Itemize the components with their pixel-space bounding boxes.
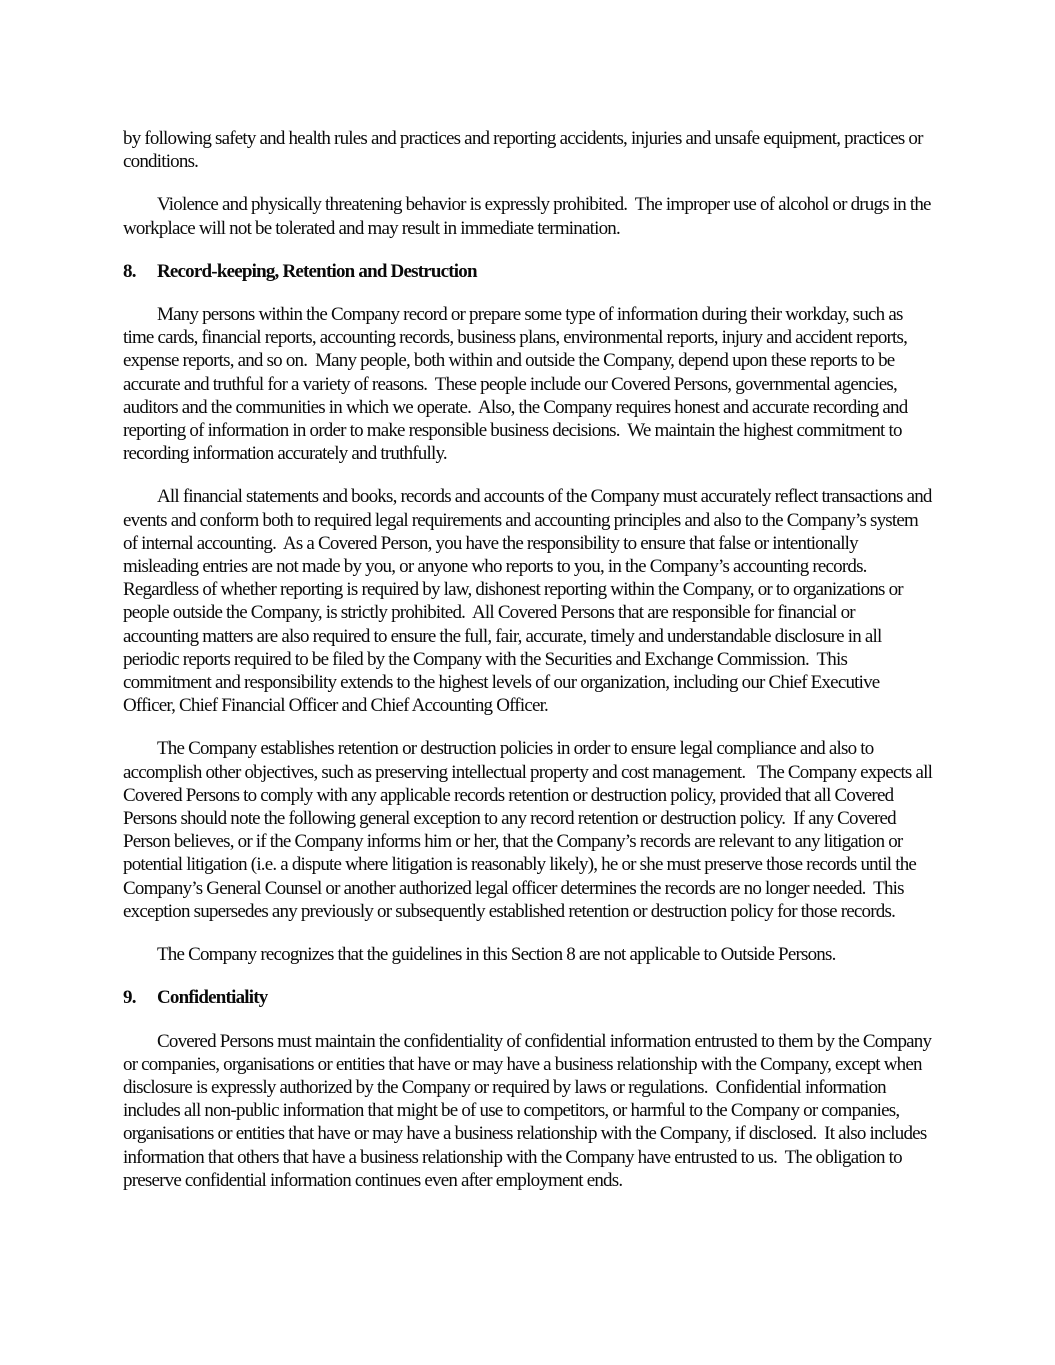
paragraph-financial-statements: All financial statements and books, records and accounts of the Company must accurately reflect transactions and events and conform both to required legal requirements and accounting principles and also to the Company’s system of internal accounting. As a Covered Person, you have the responsibility to ensure that false or intentionally misleading entries are not made by you, or anyone who reports to you, in the Company’s accounting records. Regardless of whether reporting is required by law, dishonest reporting within the Company, or to organizations or people outside the Company, is strictly prohibited. All Covered Persons that are responsible for financial or accounting matters are also required to ensure the full, fair, accurate, timely and understandable disclosure in all periodic reports required to be filed by the Company with the Securities and Exchange Commission. This commitment and responsibility extends to the highest levels of our organization, including our Chief Executive Officer, Chief Financial Officer and Chief Accounting Officer. [123,486,936,717]
paragraph-safety-continuation: by following safety and health rules and practices and reporting accidents, injuries and unsafe equipment, practices or conditions. [123,128,927,173]
section-9-heading [123,986,934,1009]
section-8-heading [123,260,934,283]
paragraph-section8-outside-persons-note: The Company recognizes that the guidelines in this Section 8 are not applicable to Outside Persons. [157,944,836,966]
paragraph-violence-policy: Violence and physically threatening behavior is expressly prohibited. The improper use of alcohol or drugs in the workplace will not be tolerated and may result in immediate termination. [123,194,935,239]
section-9-number: 9. [123,987,136,1009]
section-8-title: Record-keeping, Retention and Destruction [157,260,477,282]
document-page [123,127,937,1212]
section-9-title: Confidentiality [157,987,268,1009]
section-8-number: 8. [123,260,136,282]
paragraph-recordkeeping-intro: Many persons within the Company record or prepare some type of information during their workday, such as time cards, financial reports, accounting records, business plans, environmental reports, injury and accident reports, expense reports, and so on. Many people, both within and outside the Company, depend upon these reports to be accurate and truthful for a variety of reasons. These people include our Covered Persons, governmental agencies, auditors and the communities in which we operate. Also, the Company requires honest and accurate recording and reporting of information in order to make responsible business decisions. We maintain the highest commitment to recording information accurately and truthfully. [123,304,912,465]
paragraph-confidentiality: Covered Persons must maintain the confidentiality of confidential information entrusted to them by the Company or companies, organisations or entities that have or may have a business relationship with the Company, except when disclosure is expressly authorized by the Company or required by laws or regulations. Confidential information includes all non-public information that might be of use to competitors, or harmful to the Company or companies, organisations or entities that have or may have a business relationship with the Company, if disclosed. It also includes information that others that have a business relationship with the Company have entrusted to us. The obligation to preserve confidential information continues even after employment ends. [123,1030,936,1191]
paragraph-retention-destruction-policy: The Company establishes retention or destruction policies in order to ensure legal compliance and also to accomplish other objectives, such as preserving intellectual property and cost management. The Company expects all Covered Persons to comply with any applicable records retention or destruction policy, provided that all Covered Persons should note the following general exception to any record retention or destruction policy. If any Covered Person believes, or if the Company informs him or her, that the Company’s records are relevant to any litigation or potential litigation (i.e. a dispute where litigation is reasonably likely), he or she must preserve those records until the Company’s General Counsel or another authorized legal officer determines the records are no longer needed. This exception supersedes any previously or subsequently established retention or destruction policy for those records. [123,738,937,922]
